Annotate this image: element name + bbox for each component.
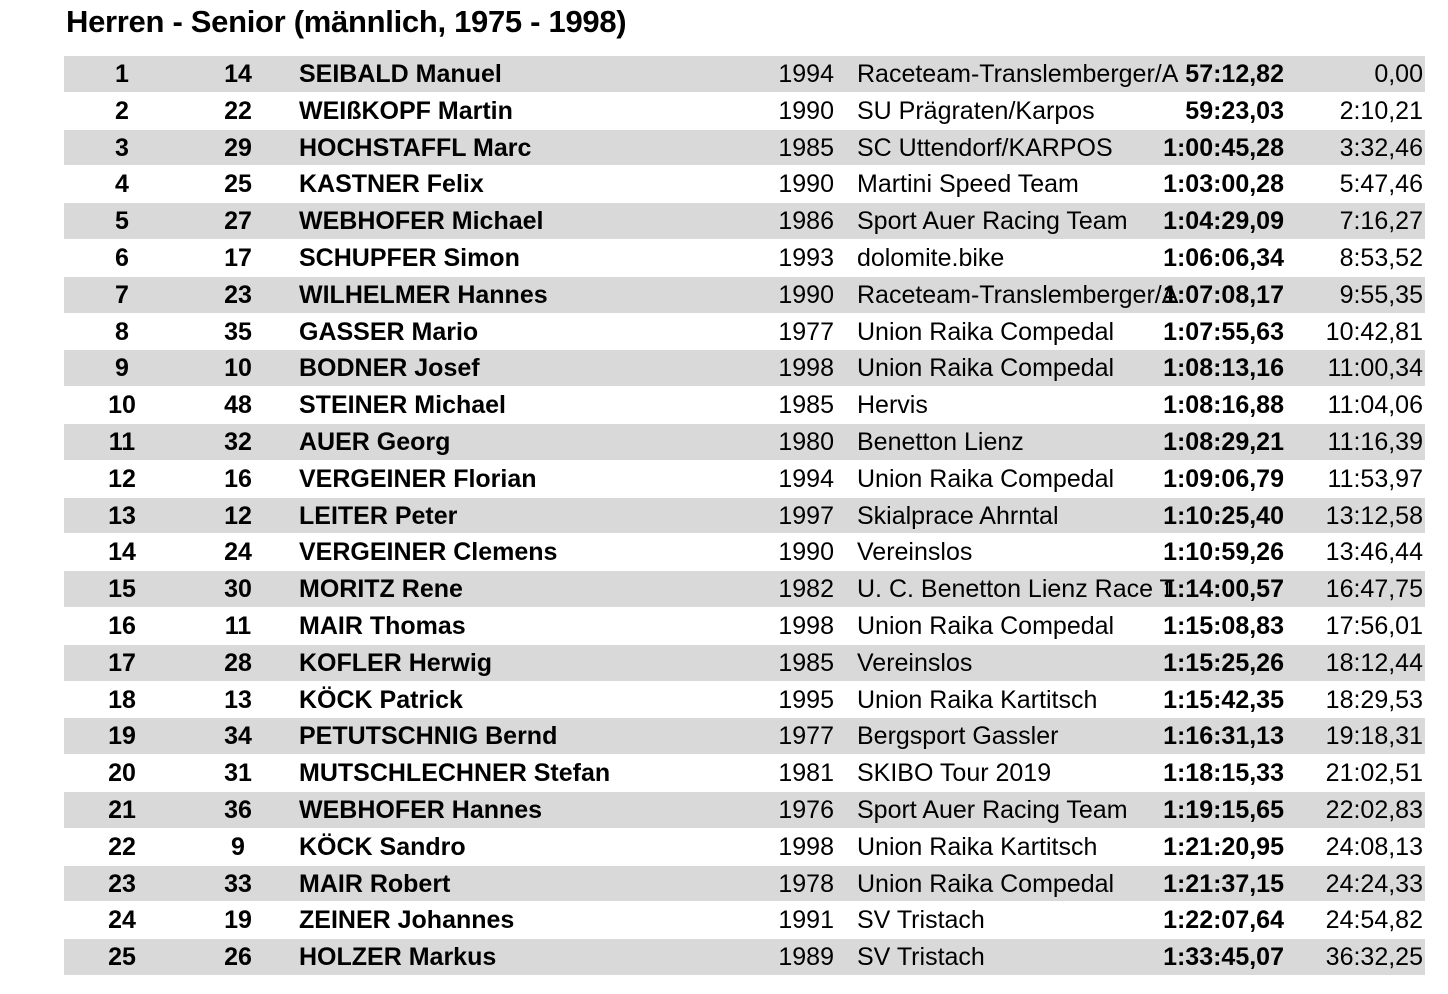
- time-gap-cell: 21:02,51: [1325, 759, 1423, 788]
- birth-year-cell: 1994: [778, 60, 834, 88]
- athlete-name-cell: BODNER Josef: [299, 354, 480, 383]
- club-cell: Raceteam-Translemberger/A: [857, 60, 1179, 88]
- athlete-name-cell: SCHUPFER Simon: [299, 243, 520, 272]
- athlete-name-cell: MAIR Thomas: [299, 611, 466, 640]
- time-gap-cell: 36:32,25: [1325, 943, 1423, 972]
- finish-time-cell: 1:06:06,34: [1163, 243, 1284, 272]
- athlete-name-cell: KASTNER Felix: [299, 170, 484, 199]
- page-title: Herren - Senior (männlich, 1975 - 1998): [66, 4, 627, 39]
- finish-time-cell: 1:09:06,79: [1163, 464, 1284, 493]
- birth-year-cell: 1977: [778, 722, 834, 751]
- finish-time-cell: 1:16:31,13: [1163, 722, 1284, 751]
- table-row: [64, 534, 1425, 571]
- club-cell: Sport Auer Racing Team: [857, 207, 1128, 236]
- rank-cell: 22: [108, 832, 136, 861]
- athlete-name-cell: AUER Georg: [299, 427, 451, 456]
- bib-number-cell: 36: [224, 795, 252, 824]
- time-gap-cell: 11:16,39: [1327, 427, 1423, 456]
- club-cell: Bergsport Gassler: [857, 722, 1059, 751]
- club-cell: Raceteam-Translemberger/A: [857, 280, 1179, 309]
- finish-time-cell: 59:23,03: [1185, 96, 1284, 125]
- bib-number-cell: 13: [224, 685, 252, 714]
- club-cell: Vereinslos: [857, 648, 973, 677]
- athlete-name-cell: KÖCK Patrick: [299, 685, 463, 714]
- club-cell: Vereinslos: [857, 538, 973, 567]
- athlete-name-cell: WEBHOFER Michael: [299, 207, 544, 236]
- table-row: [64, 498, 1425, 535]
- table-row: [64, 792, 1425, 829]
- club-cell: U. C. Benetton Lienz Race T: [857, 575, 1175, 604]
- bib-number-cell: 10: [224, 354, 252, 383]
- athlete-name-cell: HOLZER Markus: [299, 943, 497, 972]
- finish-time-cell: 1:08:29,21: [1163, 427, 1284, 456]
- bib-number-cell: 11: [224, 611, 252, 640]
- finish-time-cell: 1:21:20,95: [1163, 832, 1284, 861]
- table-row: [64, 829, 1425, 866]
- bib-number-cell: 14: [224, 60, 252, 88]
- birth-year-cell: 1998: [778, 354, 834, 383]
- finish-time-cell: 1:15:08,83: [1163, 611, 1284, 640]
- rank-cell: 18: [108, 685, 136, 714]
- finish-time-cell: 1:14:00,57: [1163, 575, 1284, 604]
- athlete-name-cell: GASSER Mario: [299, 317, 479, 346]
- rank-cell: 24: [108, 906, 136, 935]
- finish-time-cell: 1:22:07,64: [1163, 906, 1284, 935]
- rank-cell: 10: [108, 391, 136, 420]
- finish-time-cell: 1:33:45,07: [1163, 943, 1284, 972]
- birth-year-cell: 1991: [778, 906, 834, 935]
- table-row: [64, 718, 1425, 755]
- athlete-name-cell: VERGEINER Florian: [299, 464, 537, 493]
- time-gap-cell: 8:53,52: [1339, 243, 1423, 272]
- athlete-name-cell: KOFLER Herwig: [299, 648, 493, 677]
- rank-cell: 9: [115, 354, 129, 383]
- time-gap-cell: 11:00,34: [1327, 354, 1423, 383]
- club-cell: Union Raika Compedal: [857, 869, 1115, 898]
- finish-time-cell: 1:15:42,35: [1163, 685, 1284, 714]
- bib-number-cell: 34: [224, 722, 252, 751]
- time-gap-cell: 24:24,33: [1325, 869, 1423, 898]
- table-row: [64, 682, 1425, 719]
- bib-number-cell: 30: [224, 575, 252, 604]
- time-gap-cell: 0,00: [1374, 60, 1423, 88]
- rank-cell: 19: [108, 722, 136, 751]
- table-row: [64, 902, 1425, 939]
- rank-cell: 11: [108, 427, 136, 456]
- rank-cell: 16: [108, 611, 136, 640]
- time-gap-cell: 22:02,83: [1325, 795, 1423, 824]
- rank-cell: 20: [108, 759, 136, 788]
- club-cell: Union Raika Kartitsch: [857, 832, 1098, 861]
- rank-cell: 25: [108, 943, 136, 972]
- table-row: [64, 166, 1425, 203]
- finish-time-cell: 1:08:13,16: [1163, 354, 1284, 383]
- table-row: [64, 387, 1425, 424]
- rank-cell: 8: [115, 317, 129, 346]
- club-cell: Sport Auer Racing Team: [857, 795, 1128, 824]
- bib-number-cell: 35: [224, 317, 252, 346]
- finish-time-cell: 1:00:45,28: [1163, 133, 1284, 162]
- club-cell: SKIBO Tour 2019: [857, 759, 1052, 788]
- time-gap-cell: 13:46,44: [1325, 538, 1423, 567]
- finish-time-cell: 1:10:59,26: [1163, 538, 1284, 567]
- time-gap-cell: 3:32,46: [1339, 133, 1423, 162]
- birth-year-cell: 1995: [778, 685, 834, 714]
- athlete-name-cell: HOCHSTAFFL Marc: [299, 133, 532, 162]
- time-gap-cell: 11:04,06: [1327, 391, 1423, 420]
- time-gap-cell: 17:56,01: [1325, 611, 1423, 640]
- athlete-name-cell: STEINER Michael: [299, 391, 506, 420]
- table-row: [64, 350, 1425, 387]
- table-row: [64, 314, 1425, 351]
- bib-number-cell: 23: [224, 280, 252, 309]
- table-row: [64, 130, 1425, 167]
- rank-cell: 5: [115, 207, 129, 236]
- table-row: [64, 424, 1425, 461]
- table-row: [64, 240, 1425, 277]
- time-gap-cell: 24:08,13: [1325, 832, 1423, 861]
- finish-time-cell: 1:03:00,28: [1163, 170, 1284, 199]
- time-gap-cell: 7:16,27: [1339, 207, 1423, 236]
- bib-number-cell: 48: [224, 391, 252, 420]
- athlete-name-cell: MORITZ Rene: [299, 575, 463, 604]
- birth-year-cell: 1990: [778, 280, 834, 309]
- time-gap-cell: 13:12,58: [1325, 501, 1423, 530]
- rank-cell: 12: [108, 464, 136, 493]
- birth-year-cell: 1990: [778, 96, 834, 125]
- finish-time-cell: 1:08:16,88: [1163, 391, 1284, 420]
- finish-time-cell: 1:19:15,65: [1163, 795, 1284, 824]
- bib-number-cell: 33: [224, 869, 252, 898]
- rank-cell: 7: [115, 280, 129, 309]
- rank-cell: 17: [108, 648, 136, 677]
- athlete-name-cell: WILHELMER Hannes: [299, 280, 548, 309]
- table-row: [64, 277, 1425, 314]
- bib-number-cell: 24: [224, 538, 252, 567]
- birth-year-cell: 1976: [778, 795, 834, 824]
- table-row: [64, 461, 1425, 498]
- table-row: [64, 56, 1425, 93]
- bib-number-cell: 27: [224, 207, 252, 236]
- rank-cell: 6: [115, 243, 129, 272]
- table-row: [64, 203, 1425, 240]
- athlete-name-cell: KÖCK Sandro: [299, 832, 466, 861]
- table-row: [64, 645, 1425, 682]
- bib-number-cell: 26: [224, 943, 252, 972]
- finish-time-cell: 1:07:08,17: [1163, 280, 1284, 309]
- athlete-name-cell: WEBHOFER Hannes: [299, 795, 543, 824]
- bib-number-cell: 19: [224, 906, 252, 935]
- club-cell: SV Tristach: [857, 906, 985, 935]
- table-row: [64, 755, 1425, 792]
- table-row: [64, 571, 1425, 608]
- athlete-name-cell: ZEINER Johannes: [299, 906, 515, 935]
- bib-number-cell: 17: [224, 243, 252, 272]
- finish-time-cell: 1:04:29,09: [1163, 207, 1284, 236]
- rank-cell: 21: [108, 795, 136, 824]
- time-gap-cell: 9:55,35: [1339, 280, 1423, 309]
- time-gap-cell: 10:42,81: [1325, 317, 1423, 346]
- club-cell: Union Raika Compedal: [857, 464, 1115, 493]
- club-cell: SV Tristach: [857, 943, 985, 972]
- bib-number-cell: 25: [224, 170, 252, 199]
- birth-year-cell: 1990: [778, 170, 834, 199]
- birth-year-cell: 1980: [778, 427, 834, 456]
- birth-year-cell: 1977: [778, 317, 834, 346]
- table-row: [64, 866, 1425, 903]
- time-gap-cell: 11:53,97: [1327, 464, 1423, 493]
- club-cell: Skialprace Ahrntal: [857, 501, 1059, 530]
- time-gap-cell: 24:54,82: [1325, 906, 1423, 935]
- bib-number-cell: 28: [224, 648, 252, 677]
- club-cell: Union Raika Compedal: [857, 317, 1115, 346]
- rank-cell: 1: [115, 60, 129, 88]
- rank-cell: 14: [108, 538, 136, 567]
- birth-year-cell: 1994: [778, 464, 834, 493]
- birth-year-cell: 1998: [778, 611, 834, 640]
- results-table: [64, 56, 1425, 976]
- time-gap-cell: 2:10,21: [1339, 96, 1423, 125]
- club-cell: Union Raika Kartitsch: [857, 685, 1098, 714]
- club-cell: Benetton Lienz: [857, 427, 1024, 456]
- bib-number-cell: 9: [231, 832, 245, 861]
- finish-time-cell: 57:12,82: [1185, 60, 1284, 88]
- rank-cell: 13: [108, 501, 136, 530]
- table-row: [64, 939, 1425, 976]
- finish-time-cell: 1:21:37,15: [1163, 869, 1284, 898]
- athlete-name-cell: WEIßKOPF Martin: [299, 96, 513, 125]
- club-cell: Union Raika Compedal: [857, 611, 1115, 640]
- birth-year-cell: 1986: [778, 207, 834, 236]
- time-gap-cell: 19:18,31: [1325, 722, 1423, 751]
- bib-number-cell: 22: [224, 96, 252, 125]
- rank-cell: 23: [108, 869, 136, 898]
- table-row: [64, 608, 1425, 645]
- club-cell: SC Uttendorf/KARPOS: [857, 133, 1113, 162]
- bib-number-cell: 12: [224, 501, 252, 530]
- birth-year-cell: 1985: [778, 391, 834, 420]
- club-cell: SU Prägraten/Karpos: [857, 96, 1095, 125]
- birth-year-cell: 1998: [778, 832, 834, 861]
- finish-time-cell: 1:07:55,63: [1163, 317, 1284, 346]
- time-gap-cell: 18:12,44: [1325, 648, 1423, 677]
- rank-cell: 4: [115, 170, 129, 199]
- rank-cell: 2: [115, 96, 129, 125]
- bib-number-cell: 31: [224, 759, 252, 788]
- time-gap-cell: 5:47,46: [1339, 170, 1423, 199]
- birth-year-cell: 1982: [778, 575, 834, 604]
- finish-time-cell: 1:10:25,40: [1163, 501, 1284, 530]
- table-row: [64, 93, 1425, 130]
- bib-number-cell: 29: [224, 133, 252, 162]
- athlete-name-cell: MAIR Robert: [299, 869, 451, 898]
- athlete-name-cell: MUTSCHLECHNER Stefan: [299, 759, 611, 788]
- birth-year-cell: 1985: [778, 648, 834, 677]
- athlete-name-cell: VERGEINER Clemens: [299, 538, 558, 567]
- athlete-name-cell: SEIBALD Manuel: [299, 60, 502, 88]
- athlete-name-cell: PETUTSCHNIG Bernd: [299, 722, 558, 751]
- time-gap-cell: 18:29,53: [1325, 685, 1423, 714]
- finish-time-cell: 1:18:15,33: [1163, 759, 1284, 788]
- bib-number-cell: 32: [224, 427, 252, 456]
- birth-year-cell: 1993: [778, 243, 834, 272]
- athlete-name-cell: LEITER Peter: [299, 501, 458, 530]
- club-cell: Union Raika Compedal: [857, 354, 1115, 383]
- birth-year-cell: 1985: [778, 133, 834, 162]
- club-cell: Hervis: [857, 391, 928, 420]
- club-cell: dolomite.bike: [857, 243, 1005, 272]
- bib-number-cell: 16: [224, 464, 252, 493]
- rank-cell: 3: [115, 133, 129, 162]
- birth-year-cell: 1997: [778, 501, 834, 530]
- birth-year-cell: 1981: [778, 759, 834, 788]
- club-cell: Martini Speed Team: [857, 170, 1079, 199]
- rank-cell: 15: [108, 575, 136, 604]
- time-gap-cell: 16:47,75: [1325, 575, 1423, 604]
- birth-year-cell: 1978: [778, 869, 834, 898]
- birth-year-cell: 1989: [778, 943, 834, 972]
- finish-time-cell: 1:15:25,26: [1163, 648, 1284, 677]
- birth-year-cell: 1990: [778, 538, 834, 567]
